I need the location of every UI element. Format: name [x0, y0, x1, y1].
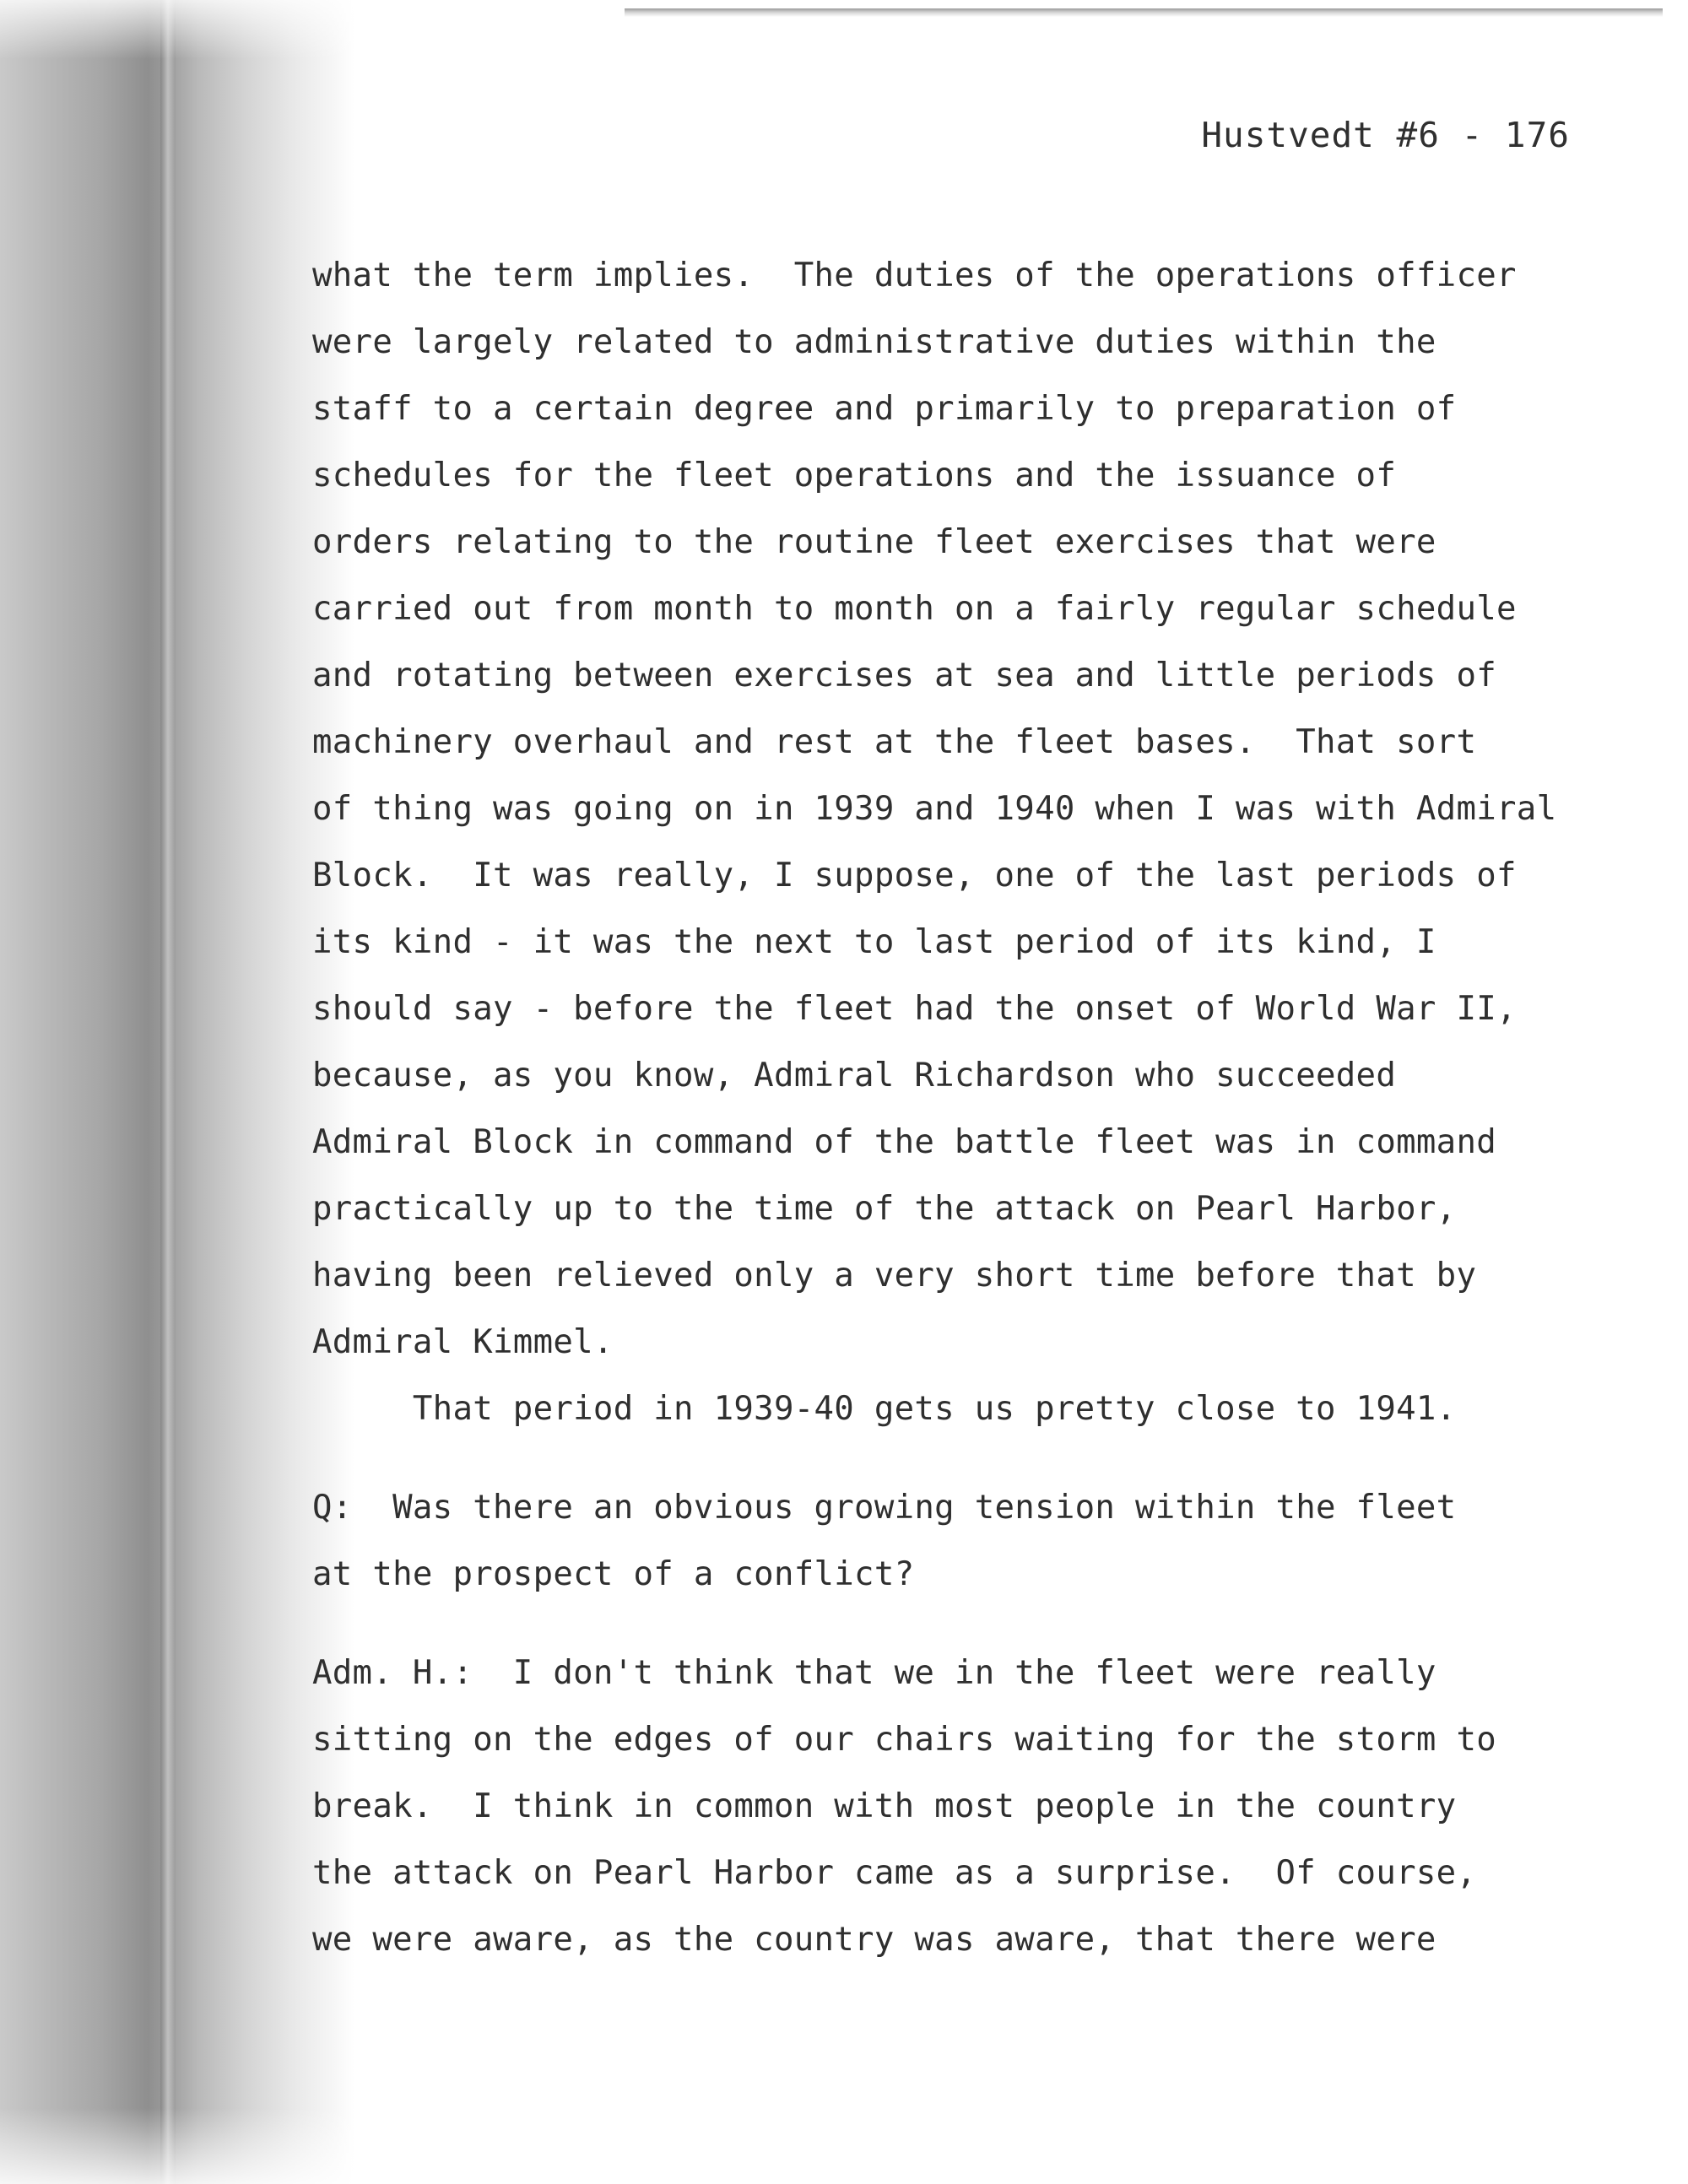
- text-line: orders relating to the routine fleet exercises that were: [312, 523, 1436, 561]
- text-line: practically up to the time of the attack on Pearl Harbor,: [312, 1190, 1457, 1228]
- text-line: Adm. H.: I don't think that we in the fleet were really: [312, 1654, 1436, 1692]
- paragraph-narrative-continued: [312, 1376, 1578, 1442]
- binding-shadow-top: [0, 0, 354, 59]
- text-line: Block. It was really, I suppose, one of the last periods of: [312, 857, 1517, 895]
- text-line: at the prospect of a conflict?: [312, 1555, 915, 1593]
- text-line: schedules for the fleet operations and the issuance of: [312, 457, 1397, 495]
- text-line: having been relieved only a very short time before that by: [312, 1257, 1477, 1295]
- text-line: machinery overhaul and rest at the fleet bases. That sort: [312, 723, 1477, 761]
- paragraph-gap: [312, 1442, 1578, 1474]
- text-line: carried out from month to month on a fairly regular schedule: [312, 590, 1517, 628]
- paragraph-gap: [312, 1608, 1578, 1640]
- paragraph-answer: [312, 1640, 1578, 1973]
- transcript-body: [312, 242, 1578, 1973]
- page-top-edge: [625, 8, 1663, 17]
- binding-shadow: [0, 0, 354, 2184]
- binding-fold: [160, 0, 176, 2184]
- page-number-header: Hustvedt #6 - 176: [1201, 115, 1570, 155]
- paragraph-narrative: [312, 242, 1578, 1376]
- text-line: Admiral Block in command of the battle fleet was in command: [312, 1123, 1497, 1161]
- text-line: should say - before the fleet had the onset of World War II,: [312, 990, 1517, 1028]
- text-line: were largely related to administrative duties within the: [312, 323, 1436, 361]
- paragraph-question: [312, 1474, 1578, 1608]
- text-line: and rotating between exercises at sea and little periods of: [312, 657, 1497, 695]
- text-line: what the term implies. The duties of the operations officer: [312, 257, 1517, 295]
- text-line: break. I think in common with most people in the country: [312, 1787, 1457, 1825]
- text-line: sitting on the edges of our chairs waiting for the storm to: [312, 1721, 1497, 1759]
- text-line: the attack on Pearl Harbor came as a surprise. Of course,: [312, 1854, 1477, 1892]
- text-line: because, as you know, Admiral Richardson who succeeded: [312, 1057, 1397, 1095]
- text-line: of thing was going on in 1939 and 1940 when I was with Admiral: [312, 790, 1557, 828]
- text-line: Admiral Kimmel.: [312, 1323, 614, 1361]
- text-line: That period in 1939-40 gets us pretty close to 1941.: [312, 1390, 1457, 1428]
- text-line: staff to a certain degree and primarily to preparation of: [312, 390, 1457, 428]
- text-line: Q: Was there an obvious growing tension within the fleet: [312, 1489, 1457, 1527]
- binding-shadow-bottom: [0, 2108, 439, 2184]
- text-line: its kind - it was the next to last period of its kind, I: [312, 923, 1436, 961]
- text-line: we were aware, as the country was aware, that there were: [312, 1921, 1436, 1959]
